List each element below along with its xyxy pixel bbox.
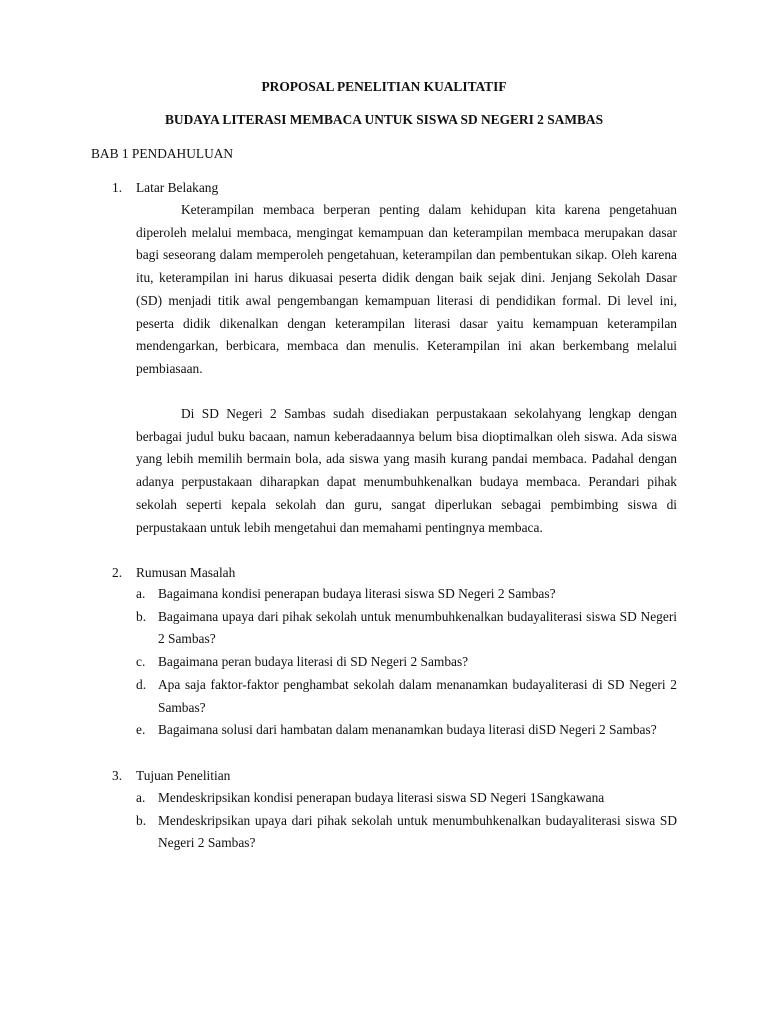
document-title: PROPOSAL PENELITIAN KUALITATIF bbox=[261, 79, 507, 94]
list-letter: b. bbox=[136, 608, 147, 624]
list-item bbox=[136, 606, 677, 651]
section-heading-rumusan-masalah bbox=[112, 565, 235, 581]
list-item bbox=[136, 810, 677, 855]
list-item-text: Bagaimana solusi dari hambatan dalam menanamkan budaya literasi diSD Negeri 2 Sambas? bbox=[158, 722, 657, 738]
list-letter: a. bbox=[136, 790, 146, 805]
list-item-text: Apa saja faktor-faktor penghambat sekolah dalam menanamkan budayaliterasi di SD Negeri 2 Sambas? bbox=[158, 676, 677, 715]
section-number: 2. bbox=[112, 565, 123, 580]
list-item bbox=[136, 719, 677, 742]
section-number: 3. bbox=[112, 768, 123, 783]
section-heading-latar-belakang bbox=[112, 180, 218, 196]
document-subtitle: BUDAYA LITERASI MEMBACA UNTUK SISWA SD NEGERI 2 SAMBAS bbox=[164, 112, 604, 127]
list-letter: a. bbox=[136, 586, 146, 601]
chapter-heading: BAB 1 PENDAHULUAN bbox=[91, 146, 234, 161]
list-item bbox=[136, 674, 677, 719]
list-item bbox=[136, 583, 677, 606]
list-item bbox=[136, 787, 677, 810]
list-letter: e. bbox=[136, 722, 146, 738]
list-item-text: Mendeskripsikan kondisi penerapan budaya literasi siswa SD Negeri 1Sangkawana bbox=[158, 790, 605, 805]
section-title: Latar Belakang bbox=[136, 180, 219, 195]
list-item-text: Bagaimana kondisi penerapan budaya literasi siswa SD Negeri 2 Sambas? bbox=[158, 586, 556, 601]
section-heading-tujuan-penelitian bbox=[112, 768, 230, 784]
list-letter: d. bbox=[136, 676, 147, 692]
list-item-text: Bagaimana upaya dari pihak sekolah untuk menumbuhkenalkan budayaliterasi siswa SD Negeri 2 Sambas? bbox=[158, 608, 677, 647]
list-item-text: Bagaimana peran budaya literasi di SD Negeri 2 Sambas? bbox=[158, 654, 469, 670]
list-item-text: Mendeskripsikan upaya dari pihak sekolah untuk menumbuhkenalkan budayaliterasi siswa SD Negeri 2 Sambas? bbox=[158, 812, 677, 851]
paragraph: Di SD Negeri 2 Sambas sudah disediakan perpustakaan sekolahyang lengkap dengan berbagai judul buku bacaan, namun keberadaannya belum bisa dioptimalkan oleh siswa. Ada siswa yang lebih memilih bermain bola, ada siswa yang masih kurang pandai membaca. Padahal dengan adanya perpustakaan diharapkan dapat menumbuhkenalkan budaya membaca. Perandari pihak sekolah seperti kepala sekolah dan guru, sangat diperlukan sebagai pembimbing siswa di perpustakaan untuk lebih mengetahui dan memahami pentingnya membaca. bbox=[136, 406, 677, 535]
list-letter: c. bbox=[136, 654, 146, 670]
research-questions-list bbox=[136, 583, 677, 742]
research-objectives-list bbox=[136, 787, 677, 855]
list-letter: b. bbox=[136, 812, 147, 828]
section-number: 1. bbox=[112, 180, 123, 195]
section-title: Tujuan Penelitian bbox=[136, 768, 231, 783]
paragraph: Keterampilan membaca berperan penting dalam kehidupan kita karena pengetahuan diperoleh melalui membaca, mengingat kemampuan dan keterampilan membaca merupakan dasar bagi seseorang dalam memperoleh pengetahuan, keterampilan dan pembentukan sikap. Oleh karena itu, keterampilan ini harus dikuasai peserta didik dengan baik sejak dini. Jenjang Sekolah Dasar (SD) menjadi titik awal pengembangan kemampuan literasi di pendidikan formal. Di level ini, peserta didik dikenalkan dengan keterampilan literasi dasar yaitu kemampuan keterampilan mendengarkan, berbicara, membaca dan menulis. Keterampilan ini akan berkembang melalui pembiasaan. bbox=[136, 202, 677, 376]
list-item bbox=[136, 651, 677, 674]
section-title: Rumusan Masalah bbox=[136, 565, 236, 580]
